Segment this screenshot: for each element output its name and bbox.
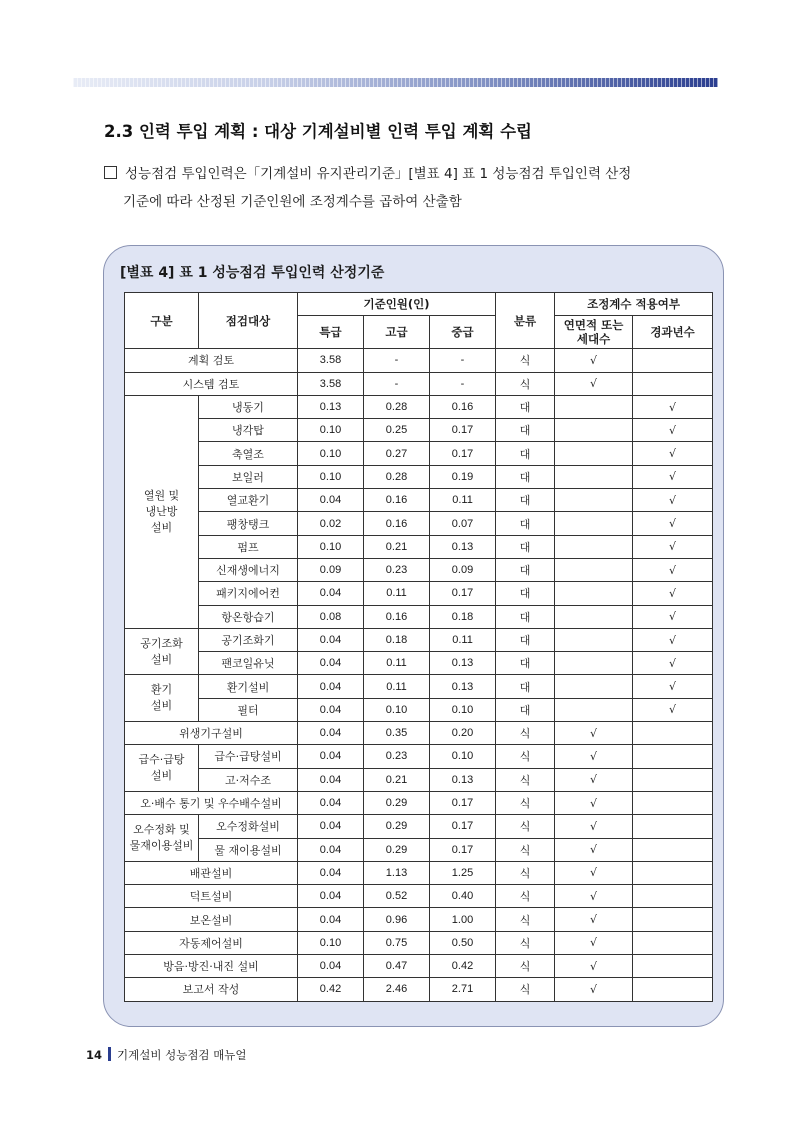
table-row [125,745,713,768]
table-row [125,791,713,814]
cell-group: 열원 및 냉난방 설비 [125,395,199,628]
cell-special: 0.04 [298,955,364,978]
cell-special: 0.04 [298,768,364,791]
table-row [125,978,713,1001]
cell-mid: 0.17 [430,815,496,838]
cell-mid: 0.13 [430,675,496,698]
cell-years [633,722,713,745]
header-adjust: 조정계수 적용여부 [555,293,713,316]
cell-high: 0.75 [364,931,430,954]
cell-high: 0.47 [364,955,430,978]
table-row [125,768,713,791]
cell-special: 0.04 [298,745,364,768]
cell-item: 패키지에어컨 [199,582,298,605]
cell-area [555,419,633,442]
cell-years [633,349,713,372]
cell-high: 0.35 [364,722,430,745]
cell-unit: 식 [496,861,555,884]
header-gubun: 구분 [125,293,199,349]
cell-area [555,465,633,488]
cell-years: √ [633,395,713,418]
cell-mid: 1.25 [430,861,496,884]
cell-unit: 식 [496,955,555,978]
table-row [125,628,713,651]
cell-years: √ [633,698,713,721]
cell-item: 냉동기 [199,395,298,418]
cell-high: 0.96 [364,908,430,931]
cell-high: 0.29 [364,791,430,814]
cell-high: 0.21 [364,768,430,791]
cell-mid: 0.13 [430,535,496,558]
cell-mid: 0.13 [430,652,496,675]
cell-years [633,791,713,814]
cell-unit: 대 [496,558,555,581]
cell-special: 0.02 [298,512,364,535]
staffing-table [124,292,713,1002]
cell-unit: 식 [496,815,555,838]
cell-group: 공기조화 설비 [125,628,199,675]
cell-area: √ [555,768,633,791]
cell-unit: 식 [496,908,555,931]
cell-area [555,605,633,628]
cell-area: √ [555,372,633,395]
cell-mid: 0.17 [430,419,496,442]
cell-mid: 0.20 [430,722,496,745]
cell-years [633,908,713,931]
cell-years: √ [633,489,713,512]
cell-years [633,768,713,791]
cell-years: √ [633,605,713,628]
cell-special: 0.04 [298,791,364,814]
cell-unit: 대 [496,698,555,721]
cell-unit: 대 [496,582,555,605]
cell-unit: 대 [496,395,555,418]
cell-area [555,652,633,675]
cell-special: 0.10 [298,465,364,488]
table-row [125,605,713,628]
cell-high: - [364,349,430,372]
cell-mid: 0.10 [430,698,496,721]
table-row [125,908,713,931]
cell-item: 팽창탱크 [199,512,298,535]
cell-unit: 식 [496,372,555,395]
cell-item: 항온항습기 [199,605,298,628]
page-number: 14 [86,1048,103,1062]
cell-special: 0.04 [298,675,364,698]
cell-mid: 0.09 [430,558,496,581]
cell-special: 0.04 [298,838,364,861]
checkbox-bullet-icon [104,166,117,179]
cell-special: 3.58 [298,372,364,395]
cell-item: 오수정화설비 [199,815,298,838]
cell-area: √ [555,838,633,861]
cell-unit: 식 [496,791,555,814]
cell-mid: 0.19 [430,465,496,488]
cell-group: 계획 검토 [125,349,298,372]
cell-area [555,628,633,651]
cell-unit: 대 [496,605,555,628]
cell-high: 0.16 [364,489,430,512]
cell-group: 보온설비 [125,908,298,931]
cell-item: 펌프 [199,535,298,558]
cell-high: 0.29 [364,815,430,838]
table-row [125,395,713,418]
cell-mid: 0.18 [430,605,496,628]
table-row [125,652,713,675]
cell-group: 위생기구설비 [125,722,298,745]
cell-area: √ [555,791,633,814]
cell-special: 0.04 [298,885,364,908]
cell-special: 0.10 [298,535,364,558]
cell-years [633,815,713,838]
table-row [125,815,713,838]
table-row [125,512,713,535]
cell-years: √ [633,628,713,651]
header-unit: 분류 [496,293,555,349]
cell-item: 필터 [199,698,298,721]
cell-special: 0.04 [298,652,364,675]
cell-years: √ [633,442,713,465]
cell-years: √ [633,675,713,698]
cell-area: √ [555,349,633,372]
cell-area: √ [555,722,633,745]
cell-unit: 식 [496,349,555,372]
table-row [125,349,713,372]
cell-group: 보고서 작성 [125,978,298,1001]
cell-unit: 대 [496,652,555,675]
cell-area [555,512,633,535]
cell-unit: 대 [496,489,555,512]
cell-mid: 0.11 [430,489,496,512]
header-special: 특급 [298,316,364,349]
cell-group: 덕트설비 [125,885,298,908]
cell-area: √ [555,815,633,838]
table-row [125,372,713,395]
table-row [125,489,713,512]
cell-mid: 0.13 [430,768,496,791]
cell-years [633,955,713,978]
table-caption: [별표 4] 표 1 성능점검 투입인력 산정기준 [120,265,385,281]
cell-mid: 0.40 [430,885,496,908]
cell-high: 0.16 [364,605,430,628]
cell-special: 0.13 [298,395,364,418]
cell-area: √ [555,931,633,954]
table-row [125,722,713,745]
cell-high: 0.10 [364,698,430,721]
cell-group: 방음·방진·내진 설비 [125,955,298,978]
cell-mid: - [430,372,496,395]
footer-title: 기계설비 성능점검 매뉴얼 [117,1048,247,1062]
cell-group: 급수·급탕 설비 [125,745,199,792]
cell-mid: 0.42 [430,955,496,978]
cell-years [633,861,713,884]
cell-area: √ [555,861,633,884]
cell-mid: 0.17 [430,582,496,605]
cell-unit: 식 [496,885,555,908]
cell-special: 0.08 [298,605,364,628]
cell-special: 0.42 [298,978,364,1001]
cell-special: 0.10 [298,931,364,954]
cell-special: 0.04 [298,861,364,884]
cell-special: 0.04 [298,582,364,605]
cell-years: √ [633,465,713,488]
cell-mid: - [430,349,496,372]
cell-high: 0.16 [364,512,430,535]
cell-group: 오수정화 및 물재이용설비 [125,815,199,862]
cell-special: 0.04 [298,815,364,838]
cell-group: 시스템 검토 [125,372,298,395]
cell-special: 3.58 [298,349,364,372]
cell-group: 오·배수 통기 및 우수배수설비 [125,791,298,814]
cell-unit: 대 [496,442,555,465]
cell-unit: 대 [496,675,555,698]
header-years: 경과년수 [633,316,713,349]
cell-unit: 식 [496,978,555,1001]
cell-special: 0.04 [298,722,364,745]
cell-item: 냉각탑 [199,419,298,442]
table-row [125,698,713,721]
cell-unit: 식 [496,768,555,791]
cell-item: 물 재이용설비 [199,838,298,861]
cell-mid: 1.00 [430,908,496,931]
cell-item: 공기조화기 [199,628,298,651]
cell-area [555,535,633,558]
cell-high: 2.46 [364,978,430,1001]
cell-high: 0.29 [364,838,430,861]
cell-unit: 대 [496,465,555,488]
cell-high: 0.52 [364,885,430,908]
table-row [125,885,713,908]
cell-high: 0.11 [364,675,430,698]
cell-years [633,372,713,395]
cell-special: 0.10 [298,419,364,442]
cell-years [633,931,713,954]
cell-high: 0.27 [364,442,430,465]
cell-area [555,489,633,512]
cell-item: 팬코일유닛 [199,652,298,675]
table-row [125,465,713,488]
page-footer [86,1047,247,1063]
cell-special: 0.04 [298,698,364,721]
cell-high: 0.11 [364,582,430,605]
cell-area [555,558,633,581]
cell-area [555,675,633,698]
table-row [125,442,713,465]
table-row [125,861,713,884]
section-heading: 2.3 인력 투입 계획 : 대상 기계설비별 인력 투입 계획 수립 [104,122,532,141]
cell-years: √ [633,582,713,605]
cell-special: 0.04 [298,908,364,931]
cell-years: √ [633,419,713,442]
cell-years: √ [633,535,713,558]
table-row [125,582,713,605]
cell-high: 1.13 [364,861,430,884]
cell-mid: 0.11 [430,628,496,651]
cell-mid: 0.16 [430,395,496,418]
cell-high: 0.25 [364,419,430,442]
cell-area: √ [555,908,633,931]
cell-item: 열교환기 [199,489,298,512]
cell-area: √ [555,885,633,908]
footer-divider [108,1047,111,1061]
cell-unit: 대 [496,628,555,651]
table-row [125,838,713,861]
table-body [125,349,713,1001]
cell-unit: 대 [496,535,555,558]
cell-item: 환기설비 [199,675,298,698]
cell-years [633,978,713,1001]
cell-mid: 0.17 [430,838,496,861]
cell-unit: 식 [496,745,555,768]
cell-area: √ [555,978,633,1001]
cell-high: 0.18 [364,628,430,651]
table-row [125,955,713,978]
cell-years: √ [633,512,713,535]
header-high: 고급 [364,316,430,349]
cell-unit: 식 [496,931,555,954]
cell-area: √ [555,955,633,978]
cell-years [633,885,713,908]
cell-high: 0.11 [364,652,430,675]
table-row [125,931,713,954]
cell-high: 0.28 [364,465,430,488]
table-row [125,675,713,698]
cell-item: 보일러 [199,465,298,488]
cell-special: 0.04 [298,628,364,651]
cell-unit: 대 [496,512,555,535]
cell-unit: 식 [496,838,555,861]
cell-item: 급수·급탕설비 [199,745,298,768]
cell-unit: 식 [496,722,555,745]
cell-group: 환기 설비 [125,675,199,722]
cell-years: √ [633,652,713,675]
table-row [125,558,713,581]
table-row [125,535,713,558]
cell-special: 0.04 [298,489,364,512]
header-decorative-bar [73,78,718,87]
cell-mid: 0.17 [430,791,496,814]
cell-special: 0.10 [298,442,364,465]
header-area: 연면적 또는 세대수 [555,316,633,349]
cell-unit: 대 [496,419,555,442]
cell-years [633,838,713,861]
cell-area [555,582,633,605]
cell-group: 배관설비 [125,861,298,884]
paragraph-line-1: 성능점검 투입인력은「기계설비 유지관리기준」[별표 4] 표 1 성능점검 투입인력 산정 [125,166,632,182]
cell-mid: 0.17 [430,442,496,465]
cell-mid: 0.10 [430,745,496,768]
intro-paragraph [104,160,724,216]
header-target: 점검대상 [199,293,298,349]
paragraph-line-2: 기준에 따라 산정된 기준인원에 조정계수를 곱하여 산출함 [123,194,462,210]
cell-item: 신재생에너지 [199,558,298,581]
header-mid: 중급 [430,316,496,349]
cell-high: 0.28 [364,395,430,418]
cell-area [555,442,633,465]
cell-years [633,745,713,768]
cell-item: 고·저수조 [199,768,298,791]
cell-high: 0.23 [364,558,430,581]
cell-mid: 2.71 [430,978,496,1001]
cell-area: √ [555,745,633,768]
cell-special: 0.09 [298,558,364,581]
table-row [125,419,713,442]
cell-item: 축열조 [199,442,298,465]
cell-area [555,395,633,418]
cell-high: 0.21 [364,535,430,558]
cell-high: - [364,372,430,395]
cell-mid: 0.50 [430,931,496,954]
cell-mid: 0.07 [430,512,496,535]
cell-high: 0.23 [364,745,430,768]
cell-years: √ [633,558,713,581]
cell-area [555,698,633,721]
header-base-staff: 기준인원(인) [298,293,496,316]
cell-group: 자동제어설비 [125,931,298,954]
